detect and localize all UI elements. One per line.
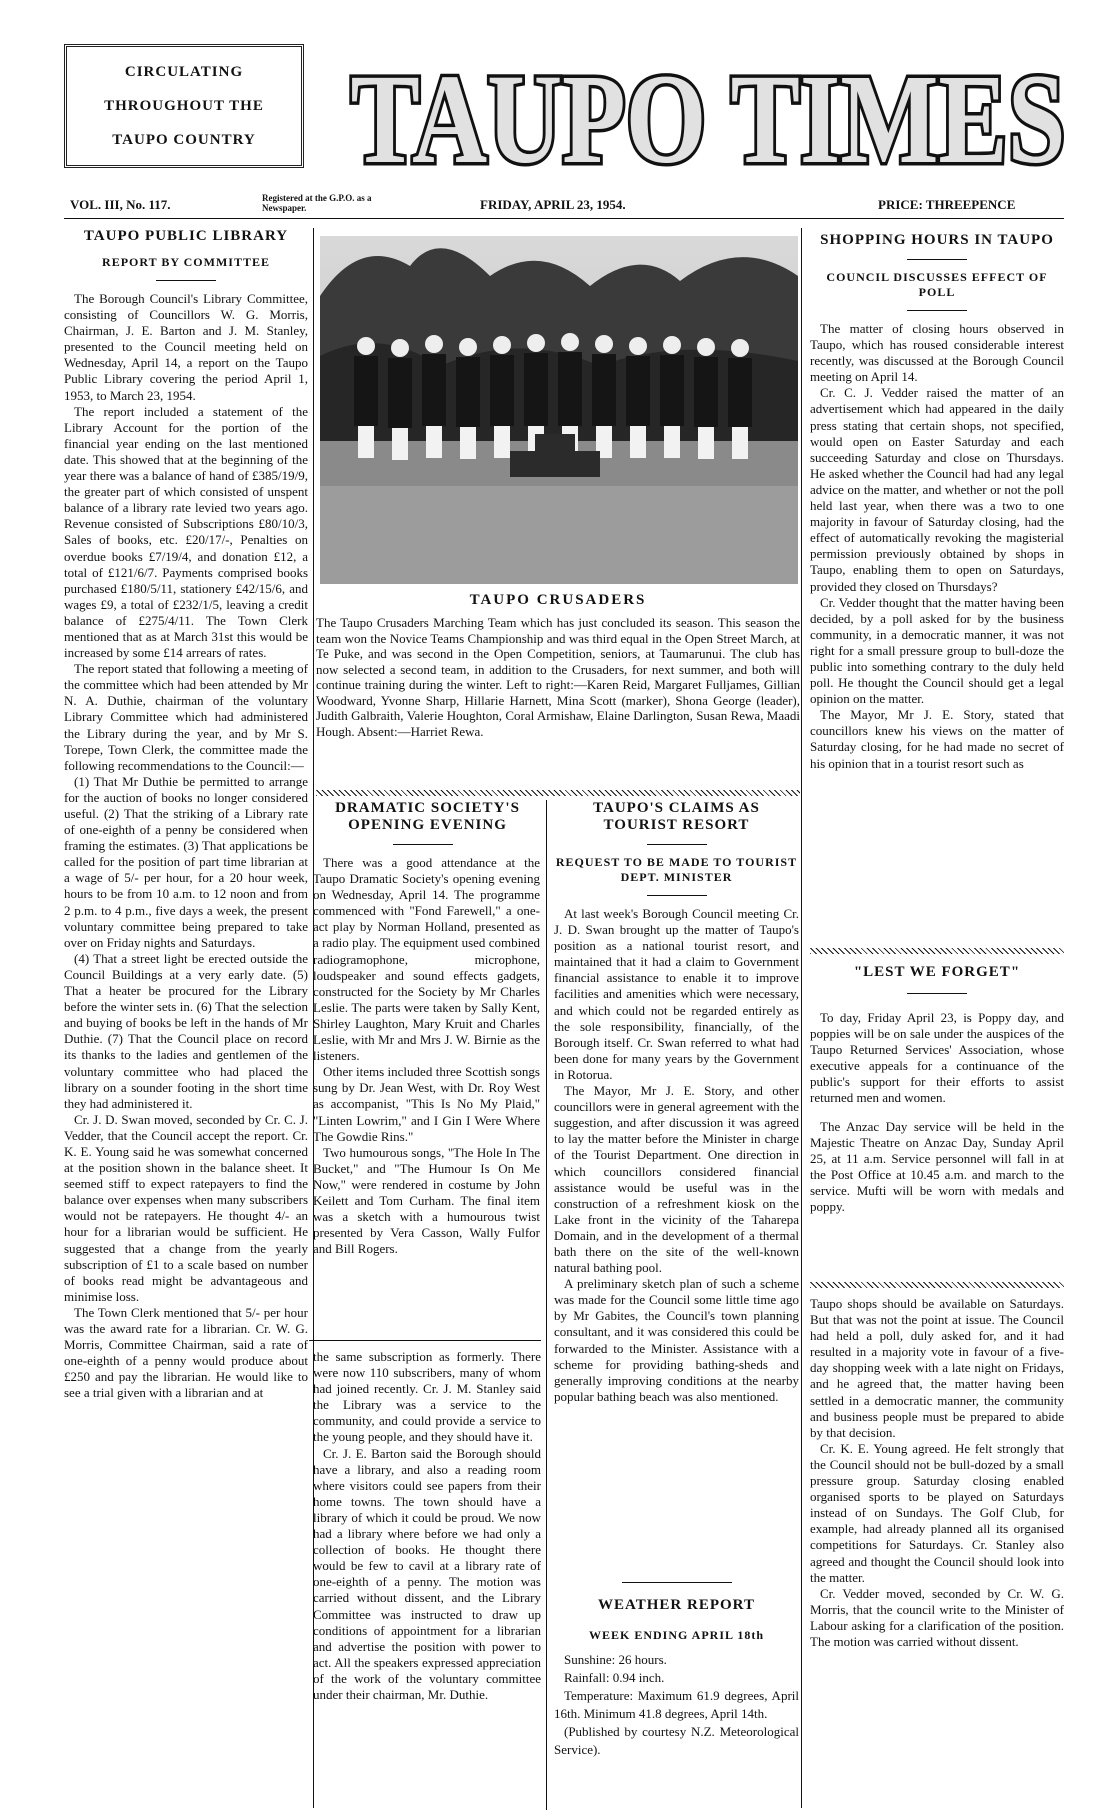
paragraph: The Mayor, Mr J. E. Story, stated that councillors knew his views on the matter of Saturday closing, for he had made no secret of his opinion that in a tourist resort such as bbox=[810, 707, 1064, 771]
weather-report bbox=[554, 1582, 799, 1759]
crusaders-caption: The Taupo Crusaders Marching Team which has just concluded its season. This season the team won the Novice Teams Championship and was third equal in the Open Street March, at Te Puke, and was second in the Open Competition, seniors, at Taumarunui. The club has now selected a second team, in addition to the Crusaders, for next summer, and both will continue training during the winter. Left to right:—Karen Reid, Margaret Fulljames, Gillian Woodward, Yvonne Sharp, Hillarie Harnett, Mina Scott (marker), Shona George (leader), Judith Galbraith, Valerie Houghton, Coral Armishaw, Elaine Darlington, Susan Rewa, Maadi Hough. Absent:—Harriet Rewa. bbox=[316, 615, 800, 739]
paragraph: the same subscription as formerly. There were now 110 subscribers, many of whom had joined recently. Cr. J. M. Stanley said the Library was a service to the community, and could provide a service to the young people, and they should have it. bbox=[313, 1349, 541, 1445]
lestweforget-article bbox=[810, 964, 1064, 1215]
header-rule bbox=[64, 218, 1064, 219]
tourist-article bbox=[554, 800, 799, 1405]
library-article bbox=[64, 228, 308, 1401]
column-rule bbox=[801, 228, 802, 1808]
paragraph: The Anzac Day service will be held in the Majestic Theatre on Anzac Day, Sunday April 25, at 11 a.m. Service personnel will fall in at the Post Office at 10.45 a.m. and march to the service. Mufti will be worn with medals and poppy. bbox=[810, 1118, 1064, 1215]
circulation-line: TAUPO COUNTRY bbox=[112, 132, 256, 148]
divider bbox=[647, 844, 707, 845]
weather-sunshine: Sunshine: 26 hours. bbox=[564, 1652, 667, 1667]
divider bbox=[156, 280, 216, 281]
masthead bbox=[348, 34, 1068, 184]
paragraph: To day, Friday April 23, is Poppy day, and poppies will be on sale under the auspices of the Taupo Returned Services' Association, whose executive appeals for a continuance of the public's support for their efforts to assist returned men and women. bbox=[810, 1010, 1064, 1106]
divider bbox=[622, 1582, 732, 1583]
paragraph: (1) That Mr Duthie be permitted to arrange for the auction of books no longer considered useful. (2) That the striking of a Library rate of one-eighth of a penny be considered when framing the estimates. (3) That applications be called for the position of part time librarian at a wage of 5/- per hour, for a 20 hour week, hours to be from 10 a.m. to 12 noon and from 2 p.m. to 4 p.m., five days a week, the present voluntary committee being prepared to take over on Friday nights and Saturdays. bbox=[64, 773, 308, 950]
paragraph: Cr. J. D. Swan moved, seconded by Cr. C. J. Vedder, that the Council accept the report. Cr. K. E. Young said he was somewhat concerned at the position shown in the balance sheet. It seemed stiff to expect ratepayers to find the balance over expenses when many subscribers would not be ratepayers. He thought 4/- an hour for a librarian would be sufficient. He suggested that a change from the yearly subscription of £1 to a scale based on number of books read might be advantageous and minimise loss. bbox=[64, 1111, 308, 1304]
paragraph: The report stated that following a meeting of the committee which had been attended by Mr N. A. Duthie, chairman of the voluntary Library Committee which had administered the Library during the year, and by Mr S. Torepe, Town Clerk, the committee made the following recommendations to the Council:— bbox=[64, 661, 308, 773]
tourist-subtitle: REQUEST TO BE MADE TO TOURIST DEPT. MINISTER bbox=[555, 855, 798, 884]
divider bbox=[907, 993, 967, 994]
paragraph: Taupo shops should be available on Saturdays. But that was not the point at issue. The Council had held a poll, duly asked for, and it had resulted in a majority vote in favour of a five-day shopping week with a late night on Fridays, and he agreed that, the matter having been settled in a democratic manner, the community and business people must be prepared to abide by that decision. bbox=[810, 1296, 1064, 1440]
library-subtitle: REPORT BY COMMITTEE bbox=[102, 255, 270, 269]
volume-number: VOL. III, No. 117. bbox=[70, 197, 171, 212]
paragraph: Other items included three Scottish songs sung by Dr. Jean West, with Dr. Roy West as accompanist, "This Is No My Plaid," "Linten Lowrim," and I Gin I Were Where The Gowdie Rins." bbox=[313, 1064, 540, 1144]
weather-temperature: Temperature: Maximum 61.9 degrees, April 16th. Minimum 41.8 degrees, April 14th. bbox=[554, 1688, 799, 1721]
price: PRICE: THREEPENCE bbox=[878, 197, 1016, 212]
paragraph: At last week's Borough Council meeting Cr. J. D. Swan brought up the matter of Taupo's position as a national tourist resort, and maintained that it had a claim to Government financial assistance to enable it to improve facilities and amenities which were necessary, and which could not be regarded entirely as the sole responsibility, financially, of the Borough itself. Cr. Swan referred to what had been done for many years by the Government in Rotorua. bbox=[554, 906, 799, 1082]
weather-title: WEATHER REPORT bbox=[598, 1597, 755, 1613]
crusaders-article bbox=[316, 592, 800, 739]
zigzag-divider bbox=[810, 948, 1064, 954]
masthead-shadow: TAUPO TIMES bbox=[350, 48, 1066, 184]
shopping-continuation bbox=[810, 1296, 1064, 1650]
weather-body bbox=[554, 1651, 799, 1759]
paragraph: The matter of closing hours observed in Taupo, which has roused considerable interest recently, was discussed at the Borough Council meeting on April 14. bbox=[810, 321, 1064, 385]
paragraph: The Borough Council's Library Committee, consisting of Councillors W. G. Morris, Chairman, J. E. Barton and J. M. Stanley, presented to the Council meeting held on Wednesday, April 14, a report on the Taupo Public Library covering the period April 1, 1953, to March 23, 1954. bbox=[64, 291, 308, 403]
crusaders-title: TAUPO CRUSADERS bbox=[469, 592, 647, 608]
library-body bbox=[64, 291, 308, 1401]
masthead-title: TAUPO TIMES bbox=[350, 48, 1066, 184]
weather-rainfall: Rainfall: 0.94 inch. bbox=[564, 1670, 665, 1685]
zigzag-divider bbox=[316, 790, 800, 796]
crusaders-photo-image bbox=[320, 236, 798, 584]
library-title: TAUPO PUBLIC LIBRARY bbox=[83, 228, 289, 244]
paragraph: Cr. Vedder thought that the matter having been decided, by a poll asked for by the business community, in a democratic manner, it was not right for a small pressure group to bull-doze the public into something contrary to the duly held poll. He thought the Council should get a legal opinion on the matter. bbox=[810, 594, 1064, 707]
divider bbox=[907, 259, 967, 260]
paragraph: (4) That a street light be erected outside the Council Buildings at a very early date. (5) That a heater be procured for the Library before the winter sets in. (6) That the selection and buying of books be left in the hands of Mr Duthie. (7) That the Council place on record its thanks to the ladies and gentlemen of the voluntary committee who had placed the library on a sounder footing in the short time they had administered it. bbox=[64, 950, 308, 1111]
column-rule bbox=[546, 800, 547, 1810]
dramatic-article bbox=[305, 800, 540, 1257]
lestweforget-title: "LEST WE FORGET" bbox=[853, 964, 1021, 980]
registered-note: Registered at the G.P.O. as a Newspaper. bbox=[262, 193, 372, 213]
divider bbox=[309, 1340, 541, 1341]
paragraph: The report included a statement of the Library Account for the portion of the financial year ending on the last mentioned date. This showed that at the beginning of the year there was a balance of hand of £385/19/9, the greater part of which consisted of unspent balance of a library rate levied two years ago. Revenue consisted of Subscriptions £80/10/3, Sales of books, etc. £20/17/-, Penalties on overdue books £7/19/4, and donation £12, a total of £121/6/7. Payments comprised books purchased £180/5/11, stationery £42/15/6, and wages £9, a total of £232/1/5, leaving a credit balance of £275/4/11. The Town Clerk mentioned that as at March 31st this would be increased by some £14 arrears of rates. bbox=[64, 403, 308, 661]
paragraph: There was a good attendance at the Taupo Dramatic Society's opening evening on Wednesday, April 14. The programme commenced with "Fond Farewell," a one-act play by Norman Holland, presented as a radio play. The equipment used combined radiogramophone, microphone, loudspeaker and sound effects gadgets, constructed for the Society by Mr Charles Leslie. The parts were taken by Sally Kent, Shirley Laughton, Mary Kruit and Charles Leslie, with Mr and Mrs J. W. Birnie as the listeners. bbox=[313, 855, 540, 1064]
circulation-line: THROUGHOUT THE bbox=[104, 98, 264, 114]
paragraph: Cr. Vedder moved, seconded by Cr. W. G. Morris, that the council write to the Minister of Labour asking for a clarification of the position. The motion was carried without dissent. bbox=[810, 1585, 1064, 1649]
tourist-body bbox=[554, 906, 799, 1405]
paragraph: Cr. J. E. Barton said the Borough should have a library, and also a reading room where visitors could see papers from their home towns. The town should have a library of which it could be proud. We now had a library where before we had only a collection of books. He thought there would be few to cavil at a library rate of one-eighth of a penny. The motion was carried without dissent, and the Library Committee was instructed to draw up conditions of appointment for a librarian and advertise the position with power to act. All the speakers expressed appreciation of the work of the voluntary committee under their chairman, Mr. Duthie. bbox=[313, 1445, 541, 1702]
paragraph: A preliminary sketch plan of such a scheme was made for the Council some little time ago by Mr Gabites, the Council's town planning consultant, and it was considered this could be forwarded to the Minister. Assistance with a scheme for providing bathing-sheds and generally improving conditions at the nearby popular bathing beach was also mentioned. bbox=[554, 1276, 799, 1404]
lestweforget-body bbox=[810, 1010, 1064, 1215]
paragraph: The Mayor, Mr J. E. Story, and other councillors were in general agreement with the suggestion, and after discussion it was agreed to lay the matter before the Minister in charge of the Tourist Department. One direction in which councillors considered financial assistance would be useful was in the construction of a refreshment kiosk on the Lake front in the vicinity of the Taharepa Domain, and in the development of a thermal bath there on the site of the well-known natural bathing pool. bbox=[554, 1083, 799, 1276]
divider bbox=[647, 895, 707, 896]
paragraph: The Town Clerk mentioned that 5/- per hour was the award rate for a librarian. Cr. W. G. Morris, Committee Chairman, said a rate of one-eighth of a penny would produce about £250 and pay the librarian. He would like to see a trial given with a librarian and at bbox=[64, 1304, 308, 1401]
shopping-title: SHOPPING HOURS IN TAUPO bbox=[820, 232, 1054, 248]
dramatic-body bbox=[313, 855, 540, 1257]
paragraph: Two humourous songs, "The Hole In The Bucket," and "The Humour Is On Me Now," were rendered in costume by John Keilett and Tom Curham. The final item was a sketch with a humourous twist presented by Vera Casson, Wally Fulfor and Bill Rogers. bbox=[313, 1144, 540, 1257]
zigzag-divider bbox=[810, 1282, 1064, 1288]
weather-credit: (Published by courtesy N.Z. Meteorological Service). bbox=[554, 1724, 799, 1757]
shopping-subtitle: COUNCIL DISCUSSES EFFECT OF POLL bbox=[826, 270, 1048, 299]
divider bbox=[907, 310, 967, 311]
shopping-body bbox=[810, 321, 1064, 772]
dramatic-title: DRAMATIC SOCIETY'S OPENING EVENING bbox=[335, 800, 520, 833]
tourist-title: TAUPO'S CLAIMS AS TOURIST RESORT bbox=[593, 800, 760, 833]
divider bbox=[393, 844, 453, 845]
issue-date: FRIDAY, APRIL 23, 1954. bbox=[480, 197, 626, 212]
circulation-box bbox=[64, 44, 304, 168]
paragraph: Cr. K. E. Young agreed. He felt strongly that the Council should not be bull-dozed by a small pressure group. Saturday closing enabled organised sports to be played on Saturdays instead of on Sundays. The Golf Club, for example, had already planned all its organised competitions for Saturdays. Cr. Stanley also agreed and thought the Council should look into the matter. bbox=[810, 1440, 1064, 1585]
library-continuation bbox=[313, 1349, 541, 1703]
shopping-article bbox=[810, 232, 1064, 772]
paragraph: Cr. C. J. Vedder raised the matter of an advertisement which had appeared in the daily press stating that certain shops, not specified, would open on Easter Saturday and each succeeding Saturday and close on Thursdays. He asked whether the Council had had any legal advice on the matter, and whether or not the poll held last year, when there was a two to one majority in favour of Saturday closing, had the effect of automatically revoking the magisterial permission previously obtained by shops in Taupo, enabling them to open on Saturdays, provided they closed on Thursdays? bbox=[810, 385, 1064, 594]
crusaders-photo bbox=[320, 236, 798, 584]
circulation-line: CIRCULATING bbox=[124, 64, 244, 80]
weather-subtitle: WEEK ENDING APRIL 18th bbox=[588, 1628, 765, 1642]
